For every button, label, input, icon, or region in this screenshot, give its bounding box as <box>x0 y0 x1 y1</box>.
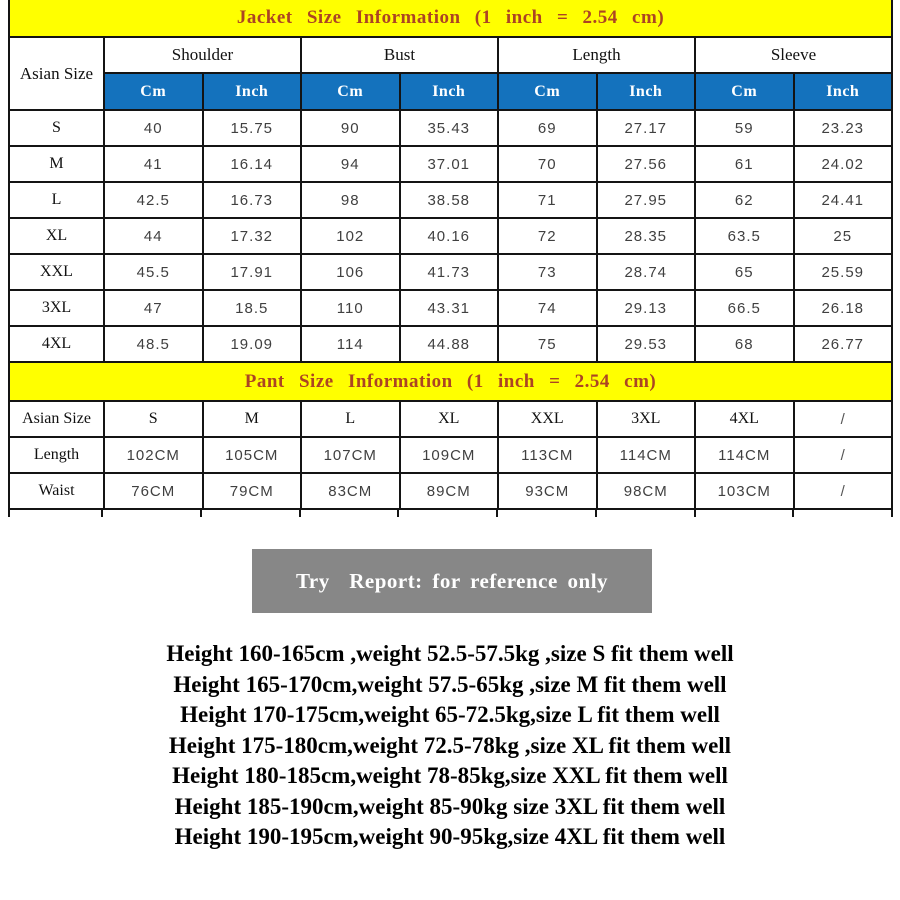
bust-header: Bust <box>301 37 498 73</box>
size-cell: 4XL <box>9 326 104 362</box>
try-report-label: Try Report: for reference only <box>295 568 609 593</box>
value-cell: 71 <box>498 182 597 218</box>
jacket-row-l <box>9 182 892 218</box>
pant-size-title: Pant Size Information (1 inch = 2.54 cm) <box>244 370 657 392</box>
empty-cell: / <box>794 473 893 509</box>
fit-note-line-s: Height 160-165cm ,weight 52.5-57.5kg ,size S fit them well <box>166 641 734 666</box>
value-cell: 38.58 <box>400 182 499 218</box>
table-edge-stub <box>8 510 103 517</box>
value-cell: 98CM <box>597 473 696 509</box>
value-cell: 45.5 <box>104 254 203 290</box>
jacket-row-xl <box>9 218 892 254</box>
value-cell: 17.32 <box>203 218 302 254</box>
value-cell: 41 <box>104 146 203 182</box>
asian-size-header: Asian Size <box>9 37 104 110</box>
size-cell: M <box>9 146 104 182</box>
value-cell: 76CM <box>104 473 203 509</box>
value-cell: 114CM <box>597 437 696 473</box>
empty-cell: / <box>794 401 893 437</box>
value-cell: 23.23 <box>794 110 893 146</box>
pant-size-banner <box>8 363 893 400</box>
value-cell: 106 <box>301 254 400 290</box>
value-cell: 102CM <box>104 437 203 473</box>
value-cell: 28.35 <box>597 218 696 254</box>
value-cell: 66.5 <box>695 290 794 326</box>
fit-note-line-xxl: Height 180-185cm,weight 78-85kg,size XXL fit them well <box>172 763 728 788</box>
value-cell: 26.77 <box>794 326 893 362</box>
jacket-header-row-groups <box>9 37 892 73</box>
cropped-row-stubs <box>8 510 893 517</box>
value-cell: 65 <box>695 254 794 290</box>
value-cell: 19.09 <box>203 326 302 362</box>
value-cell: 89CM <box>400 473 499 509</box>
value-cell: 110 <box>301 290 400 326</box>
fit-note-line-4xl: Height 190-195cm,weight 90-95kg,size 4XL fit them well <box>174 824 726 849</box>
table-edge-stub <box>597 510 696 517</box>
sleeve-header: Sleeve <box>695 37 892 73</box>
value-cell: 107CM <box>301 437 400 473</box>
value-cell: 24.41 <box>794 182 893 218</box>
value-cell: 63.5 <box>695 218 794 254</box>
table-edge-stub <box>103 510 202 517</box>
value-cell: 74 <box>498 290 597 326</box>
size-cell: XXL <box>498 401 597 437</box>
pant-row-length <box>9 437 892 473</box>
pant-row-sizes <box>9 401 892 437</box>
value-cell: 24.02 <box>794 146 893 182</box>
value-cell: 90 <box>301 110 400 146</box>
value-cell: 114 <box>301 326 400 362</box>
shoulder-header: Shoulder <box>104 37 301 73</box>
table-edge-stub <box>399 510 498 517</box>
size-cell: M <box>203 401 302 437</box>
value-cell: 114CM <box>695 437 794 473</box>
size-cell: XL <box>400 401 499 437</box>
value-cell: 69 <box>498 110 597 146</box>
fit-notes <box>0 639 900 853</box>
size-cell: S <box>9 110 104 146</box>
value-cell: 105CM <box>203 437 302 473</box>
fit-note-line-3xl: Height 185-190cm,weight 85-90kg size 3XL fit them well <box>174 793 726 819</box>
cm-header: Cm <box>498 73 597 110</box>
value-cell: 48.5 <box>104 326 203 362</box>
value-cell: 16.14 <box>203 146 302 182</box>
size-cell: XXL <box>9 254 104 290</box>
jacket-size-banner <box>8 0 893 36</box>
value-cell: 103CM <box>695 473 794 509</box>
value-cell: 59 <box>695 110 794 146</box>
value-cell: 25.59 <box>794 254 893 290</box>
row-label-cell: Waist <box>9 473 104 509</box>
value-cell: 37.01 <box>400 146 499 182</box>
value-cell: 26.18 <box>794 290 893 326</box>
row-label-cell: Length <box>9 437 104 473</box>
row-label-cell: Asian Size <box>9 401 104 437</box>
value-cell: 35.43 <box>400 110 499 146</box>
value-cell: 70 <box>498 146 597 182</box>
value-cell: 16.73 <box>203 182 302 218</box>
value-cell: 27.17 <box>597 110 696 146</box>
value-cell: 42.5 <box>104 182 203 218</box>
inch-header: Inch <box>597 73 696 110</box>
value-cell: 40 <box>104 110 203 146</box>
jacket-header-row-units <box>9 73 892 110</box>
inch-header: Inch <box>400 73 499 110</box>
value-cell: 27.95 <box>597 182 696 218</box>
size-cell: L <box>301 401 400 437</box>
inch-header: Inch <box>203 73 302 110</box>
size-cell: XL <box>9 218 104 254</box>
table-edge-stub <box>794 510 893 517</box>
value-cell: 61 <box>695 146 794 182</box>
size-cell: 4XL <box>695 401 794 437</box>
jacket-row-xxl <box>9 254 892 290</box>
value-cell: 83CM <box>301 473 400 509</box>
empty-cell: / <box>794 437 893 473</box>
value-cell: 72 <box>498 218 597 254</box>
value-cell: 75 <box>498 326 597 362</box>
value-cell: 44.88 <box>400 326 499 362</box>
value-cell: 73 <box>498 254 597 290</box>
cm-header: Cm <box>104 73 203 110</box>
value-cell: 102 <box>301 218 400 254</box>
value-cell: 79CM <box>203 473 302 509</box>
value-cell: 40.16 <box>400 218 499 254</box>
table-edge-stub <box>301 510 400 517</box>
value-cell: 18.5 <box>203 290 302 326</box>
size-cell: L <box>9 182 104 218</box>
value-cell: 47 <box>104 290 203 326</box>
pant-size-table <box>8 400 893 510</box>
fit-note-line-l: Height 170-175cm,weight 65-72.5kg,size L fit them well <box>180 702 720 727</box>
value-cell: 25 <box>794 218 893 254</box>
value-cell: 109CM <box>400 437 499 473</box>
length-header: Length <box>498 37 695 73</box>
value-cell: 94 <box>301 146 400 182</box>
value-cell: 28.74 <box>597 254 696 290</box>
value-cell: 62 <box>695 182 794 218</box>
table-edge-stub <box>696 510 795 517</box>
jacket-row-3xl <box>9 290 892 326</box>
value-cell: 44 <box>104 218 203 254</box>
table-edge-stub <box>202 510 301 517</box>
value-cell: 27.56 <box>597 146 696 182</box>
size-cell: 3XL <box>9 290 104 326</box>
jacket-size-title: Jacket Size Information (1 inch = 2.54 cm) <box>236 7 665 28</box>
jacket-row-s <box>9 110 892 146</box>
jacket-row-m <box>9 146 892 182</box>
table-edge-stub <box>498 510 597 517</box>
inch-header: Inch <box>794 73 893 110</box>
value-cell: 93CM <box>498 473 597 509</box>
value-cell: 98 <box>301 182 400 218</box>
value-cell: 113CM <box>498 437 597 473</box>
value-cell: 43.31 <box>400 290 499 326</box>
pant-row-waist <box>9 473 892 509</box>
cm-header: Cm <box>301 73 400 110</box>
value-cell: 17.91 <box>203 254 302 290</box>
value-cell: 29.13 <box>597 290 696 326</box>
size-cell: S <box>104 401 203 437</box>
jacket-row-4xl <box>9 326 892 362</box>
fit-note-line-m: Height 165-170cm,weight 57.5-65kg ,size M fit them well <box>173 671 727 697</box>
value-cell: 29.53 <box>597 326 696 362</box>
jacket-size-table <box>8 36 893 363</box>
value-cell: 68 <box>695 326 794 362</box>
value-cell: 15.75 <box>203 110 302 146</box>
try-report-box <box>252 549 652 613</box>
value-cell: 41.73 <box>400 254 499 290</box>
fit-note-line-xl: Height 175-180cm,weight 72.5-78kg ,size XL fit them well <box>168 732 732 758</box>
cm-header: Cm <box>695 73 794 110</box>
size-cell: 3XL <box>597 401 696 437</box>
